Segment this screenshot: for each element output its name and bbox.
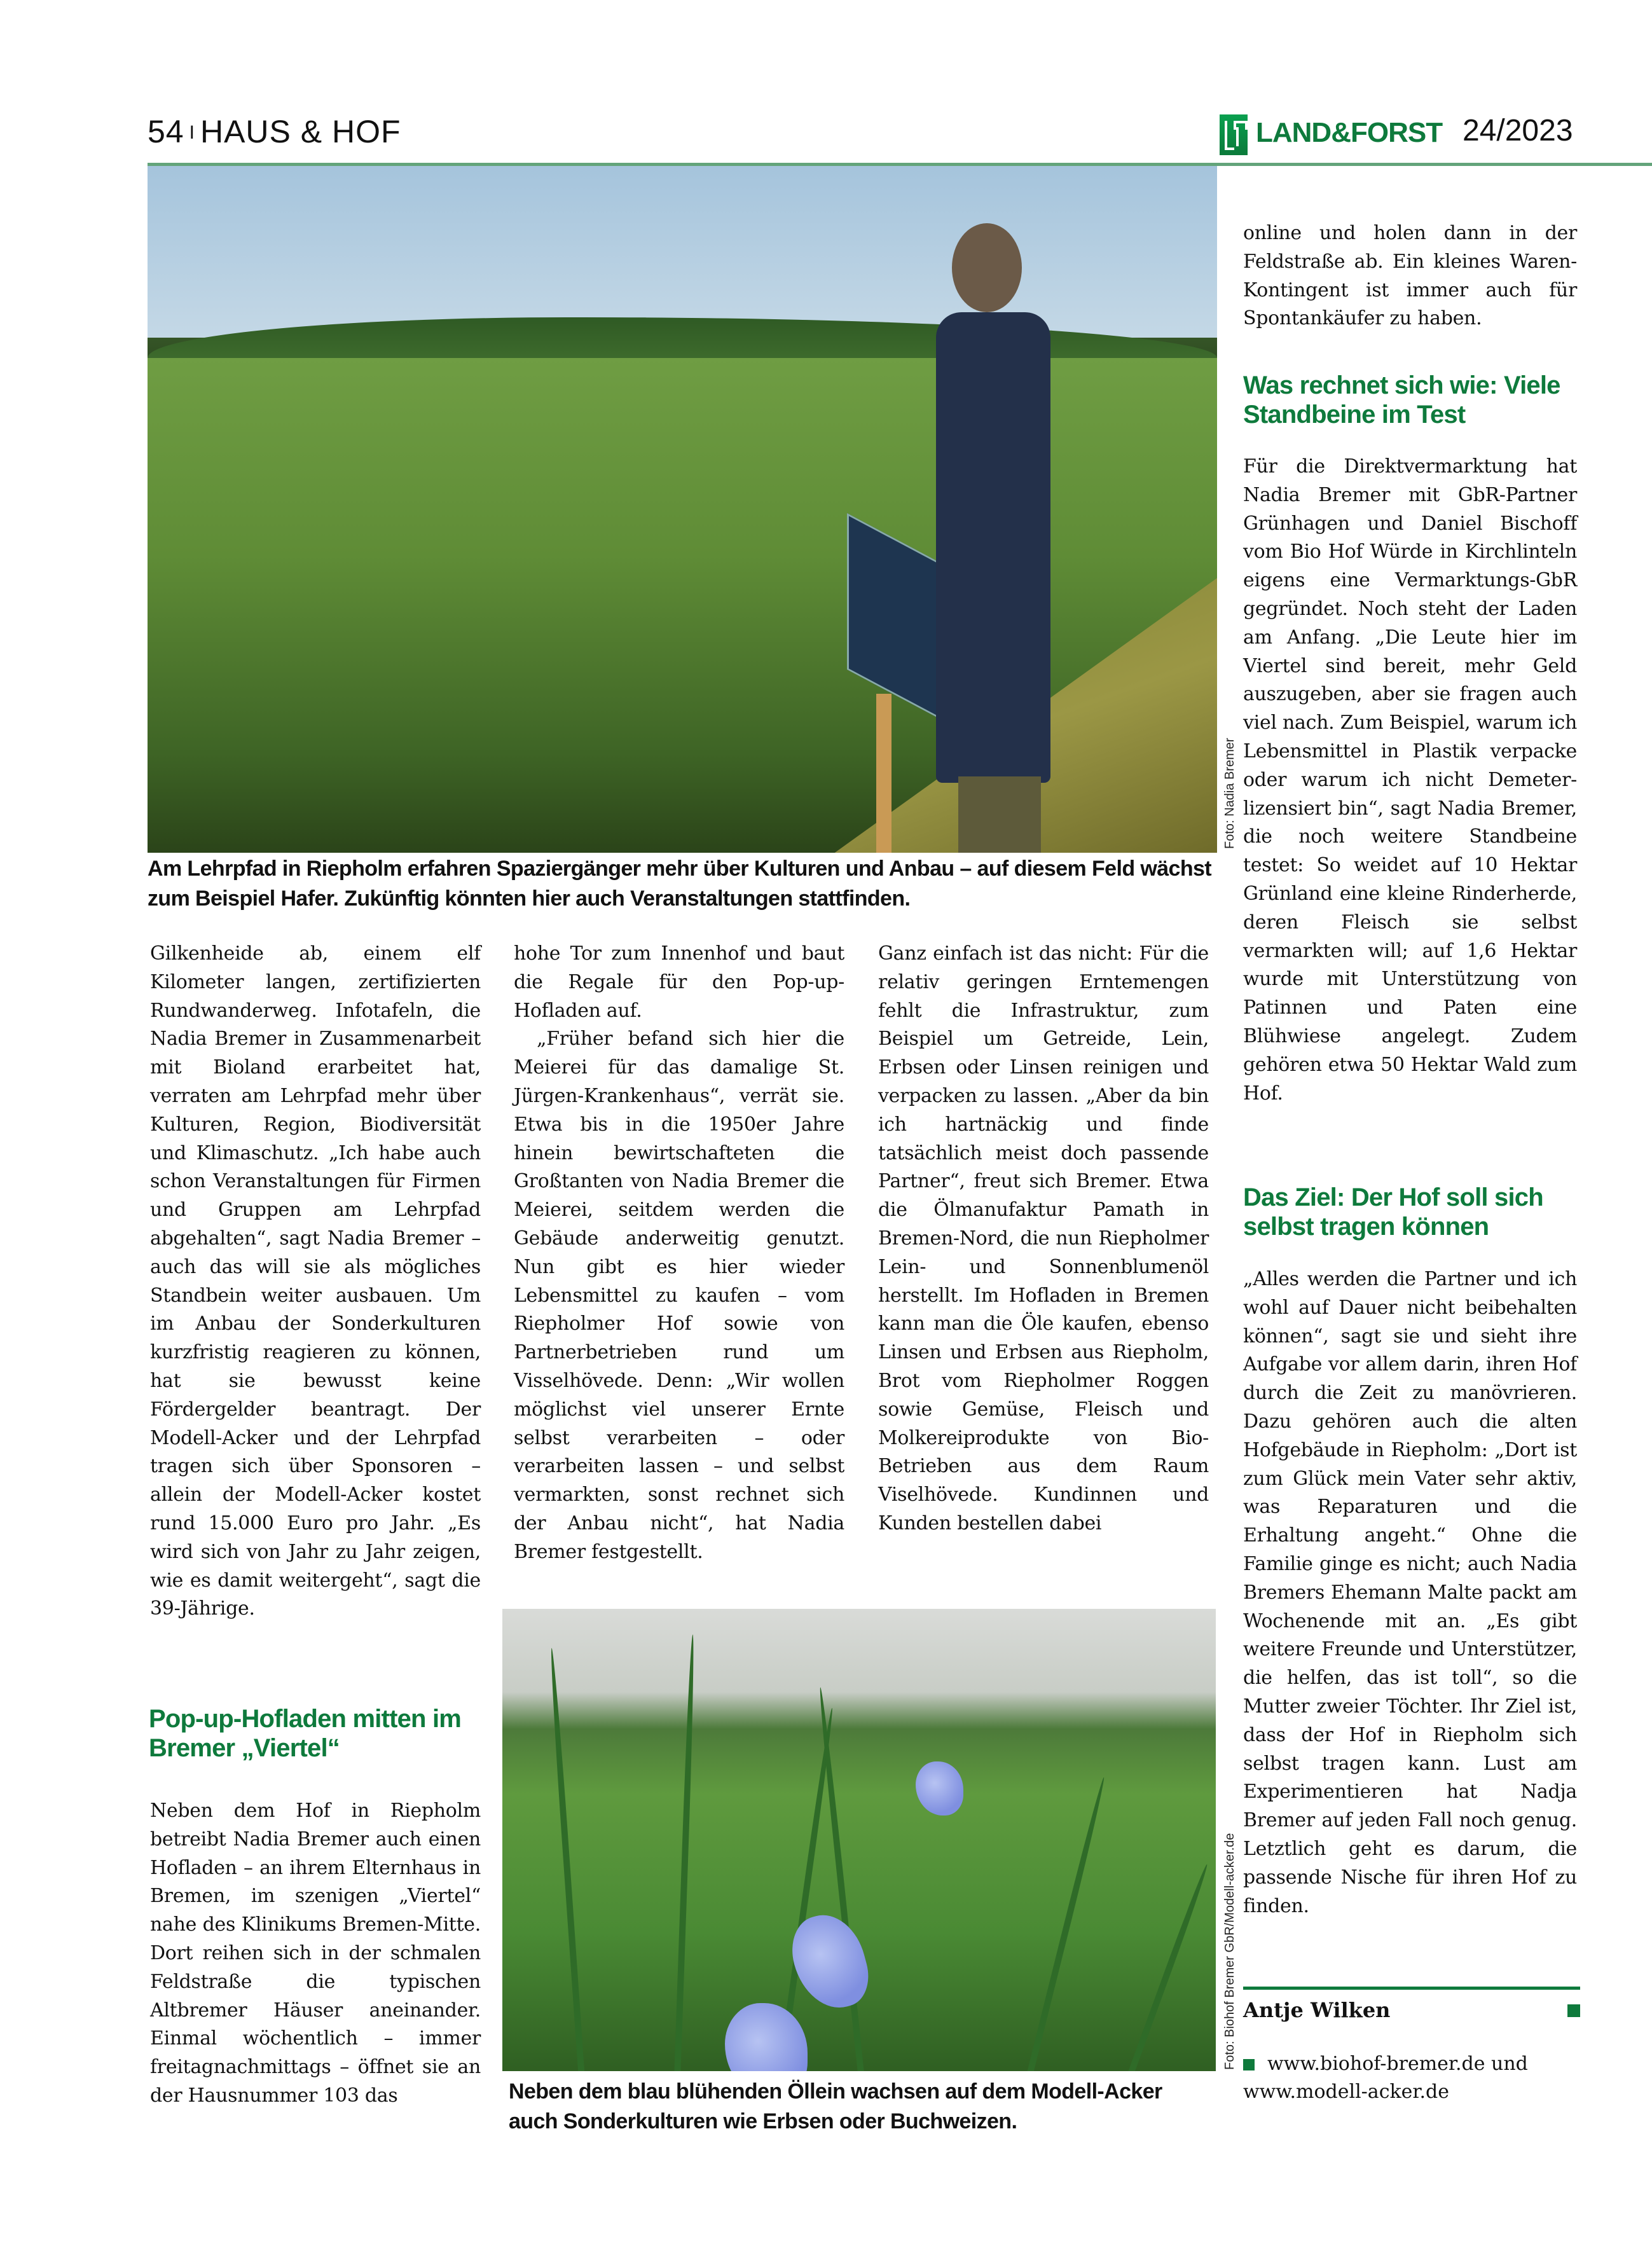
subheading-pop-up-hofladen: Pop-up-Hofladen mitten im Bremer „Viertel“ — [149, 1705, 462, 1762]
article-paragraph: Gilkenheide ab, einem elf Kilometer langen, zertifizierten Rundwanderweg. Infotafeln, die Nadia Bremer in Zusammenarbeit mit Bioland erarbeitet hat, verraten am Lehrpfad mehr über Kulturen, Region, Biodiversität und Klimaschutz. „Ich habe auch schon Veranstaltungen für Firmen und Gruppen am Lehrpfad abgehalten“, sagt Nadia Bremer – auch das will sie als mögliches Standbein weiter ausbauen. Um im Anbau der Sonderkulturen kurzfristig reagieren zu können, hat sie bewusst keine Fördergelder beantragt. Der Modell-Acker und der Lehrpfad tragen sich über Sponsoren – allein der Modell-Acker kostet rund 15.000 Euro pro Jahr. „Es wird sich von Jahr zu Jahr zeigen, wie es damit weitergeht“, sagt die 39-Jährige. — [150, 942, 481, 1620]
photo-caption-top: Am Lehrpfad in Riepholm erfahren Spaziergänger mehr über Kulturen und Anbau – auf diesem Feld wächst zum Beispiel Hafer. Zukünftig könnten hier auch Veranstaltungen stattfinden. — [148, 857, 1212, 911]
photo-credit-top: Foto: Nadia Bremer — [1223, 738, 1237, 849]
article-paragraph: hohe Tor zum Innenhof und baut die Regale für den Pop-up-Hofladen auf. — [514, 942, 844, 1022]
issue-number: 24/2023 — [1463, 114, 1573, 148]
article-column-1-top — [150, 940, 481, 1623]
author-divider — [1243, 1987, 1580, 1990]
article-column-1-bottom — [150, 1797, 481, 2111]
section-title: HAUS & HOF — [200, 114, 401, 149]
article-column-4-top — [1243, 219, 1577, 333]
photo-flax-stem — [674, 1634, 696, 2071]
photo-caption-bottom: Neben dem blau blühenden Öllein wachsen auf dem Modell-Acker auch Sonderkulturen wie Erbsen oder Buchweizen. — [509, 2079, 1162, 2133]
subheading-standbeine: Was rechnet sich wie: Viele Standbeine im Test — [1243, 371, 1560, 429]
photo-blue-flax-flower — [725, 2003, 808, 2071]
photo-person-head — [952, 223, 1022, 312]
article-column-3 — [878, 940, 1209, 1538]
header-separator: I — [189, 122, 195, 143]
article-column-4-bottom — [1243, 1265, 1577, 1920]
website-links[interactable]: www.biohof-bremer.de und www.modell-acker.de — [1243, 2053, 1528, 2103]
photo-credit-bottom: Foto: Biohof Bremer GbR/Modell-acker.de — [1223, 1833, 1237, 2070]
publication-logo-text: LAND&FORST — [1256, 117, 1443, 148]
end-mark-square-icon — [1567, 2004, 1580, 2017]
photo-field-info-board — [148, 166, 1217, 853]
photo-blue-flax-flower — [783, 1906, 876, 2016]
article-paragraph: online und holen dann in der Feldstraße ab. Ein kleines Waren-Kontingent ist immer auch für Spontankäufer zu haben. — [1243, 222, 1577, 330]
photo-flax-stem — [817, 1687, 865, 2071]
photo-person-body — [936, 312, 1050, 783]
article-paragraph: Neben dem Hof in Riepholm betreibt Nadia Bremer auch einen Hofladen – an ihrem Elternhaus in Bremen, im szenigen „Viertel“ nahe des Klinikums Bremen-Mitte. Dort reihen sich in der schmalen Feldstraße die typischen Altbremer Häuser aneinander. Einmal wöchentlich – immer freitagnachmittags – öffnet sie an der Hausnummer 103 das — [150, 1800, 481, 2107]
info-links — [1243, 2050, 1587, 2106]
page-number: 54 — [148, 114, 184, 149]
bullet-square-icon — [1243, 2059, 1255, 2070]
photo-wooden-post — [876, 694, 891, 853]
photo-person-legs — [958, 776, 1041, 853]
article-paragraph: Ganz einfach ist das nicht: Für die relativ geringen Erntemengen fehlt die Infrastruktur, zum Beispiel um Getreide, Lein, Erbsen oder Linsen reinigen und verpacken zu lassen. „Aber da bin ich hartnäckig und finde tatsächlich meist doch passende Partner“, freut sich Bremer. Etwa die Ölmanufaktur Pamath in Bremen-Nord, die nun Riepholmer Lein- und Sonnenblumenöl herstellt. Im Hofladen in Bremen kann man die Öle kaufen, ebenso Linsen und Erbsen aus Riepholm, Brot vom Riepholmer Roggen sowie Gemüse, Fleisch und Molkereiprodukte von Bio-Betrieben aus dem Raum Viselhövede. Kundinnen und Kunden bestellen dabei — [878, 942, 1209, 1534]
article-column-2 — [514, 940, 844, 1567]
land-forst-logo-icon — [1220, 114, 1248, 155]
article-paragraph: „Alles werden die Partner und ich wohl auf Dauer nicht beibehalten können“, sagt sie und sieht ihre Aufgabe vor allem darin, ihren Hof durch die Zeit zu manövrieren. Dazu gehören auch die alten Hofgebäude in Riepholm: „Dort ist zum Glück mein Vater sehr aktiv, was Reparaturen und die Erhaltung angeht.“ Ohne die Familie ginge es nicht; auch Nadia Bremers Ehemann Malte packt am Wochenende mit an. „Es gibt weitere Freunde und Unterstützer, die helfen, das ist toll“, so die Mutter zweier Töchter. Ihr Ziel ist, dass der Hof in Riepholm sich selbst tragen kann. Lust am Experimentieren hat Nadja Bremer auf jeden Fall noch genug. Letztlich geht es darum, die passende Nische für ihren Hof zu finden. — [1243, 1268, 1577, 1917]
subheading-das-ziel: Das Ziel: Der Hof soll sich selbst tragen können — [1243, 1183, 1543, 1241]
photo-flax-flowers — [502, 1609, 1216, 2071]
photo-flax-stem — [1024, 1777, 1107, 2071]
photo-sky — [148, 166, 1217, 338]
photo-flax-stem — [549, 1648, 585, 2071]
article-column-4-middle — [1243, 453, 1577, 1108]
photo-blue-flax-flower — [916, 1761, 963, 1815]
article-paragraph: Für die Direktvermarktung hat Nadia Bremer mit GbR-Partner Grünhagen und Daniel Bischoff vom Bio Hof Würde in Kirchlinteln eigens eine Vermarktungs-GbR gegründet. Noch steht der Laden am Anfang. „Die Leute hier im Viertel sind bereit, mehr Geld auszugeben, aber sie fragen auch viel nach. Zum Beispiel, warum ich Lebensmittel in Plastik verpacke oder warum ich nicht Demeter-lizensiert bin“, sagt Nadia Bremer, die noch weitere Standbeine testet: So weidet auf 10 Hektar Grünland eine kleine Rinderherde, deren Fleisch sie selbst vermarkten will; auf 1,6 Hektar wurde mit Unterstützung von Patinnen und Paten eine Blühwiese angelegt. Zudem gehören etwa 50 Hektar Wald zum Hof. — [1243, 455, 1577, 1105]
page-header-section — [148, 113, 401, 150]
photo-flax-stem — [1125, 1863, 1210, 2071]
article-paragraph: „Früher befand sich hier die Meierei für das damalige St. Jürgen-Krankenhaus“, verrät sie. Etwa bis in die 1950er Jahre hinein bewirtschafteten die Großtanten von Nadia Bremer die Meierei, seitdem werden die Gebäude anderweitig genutzt. Nun gibt es hier wieder Lebensmittel zu kaufen – vom Riepholmer Hof sowie von Partnerbetrieben rund um Visselhövede. Denn: „Wir wollen möglichst viel unserer Ernte selbst verarbeiten – oder verarbeiten lassen – und selbst vermarkten, sonst rechnet sich der Anbau nicht“, hat Nadia Bremer festgestellt. — [514, 1028, 844, 1563]
author-name: Antje Wilken — [1243, 1998, 1391, 2022]
